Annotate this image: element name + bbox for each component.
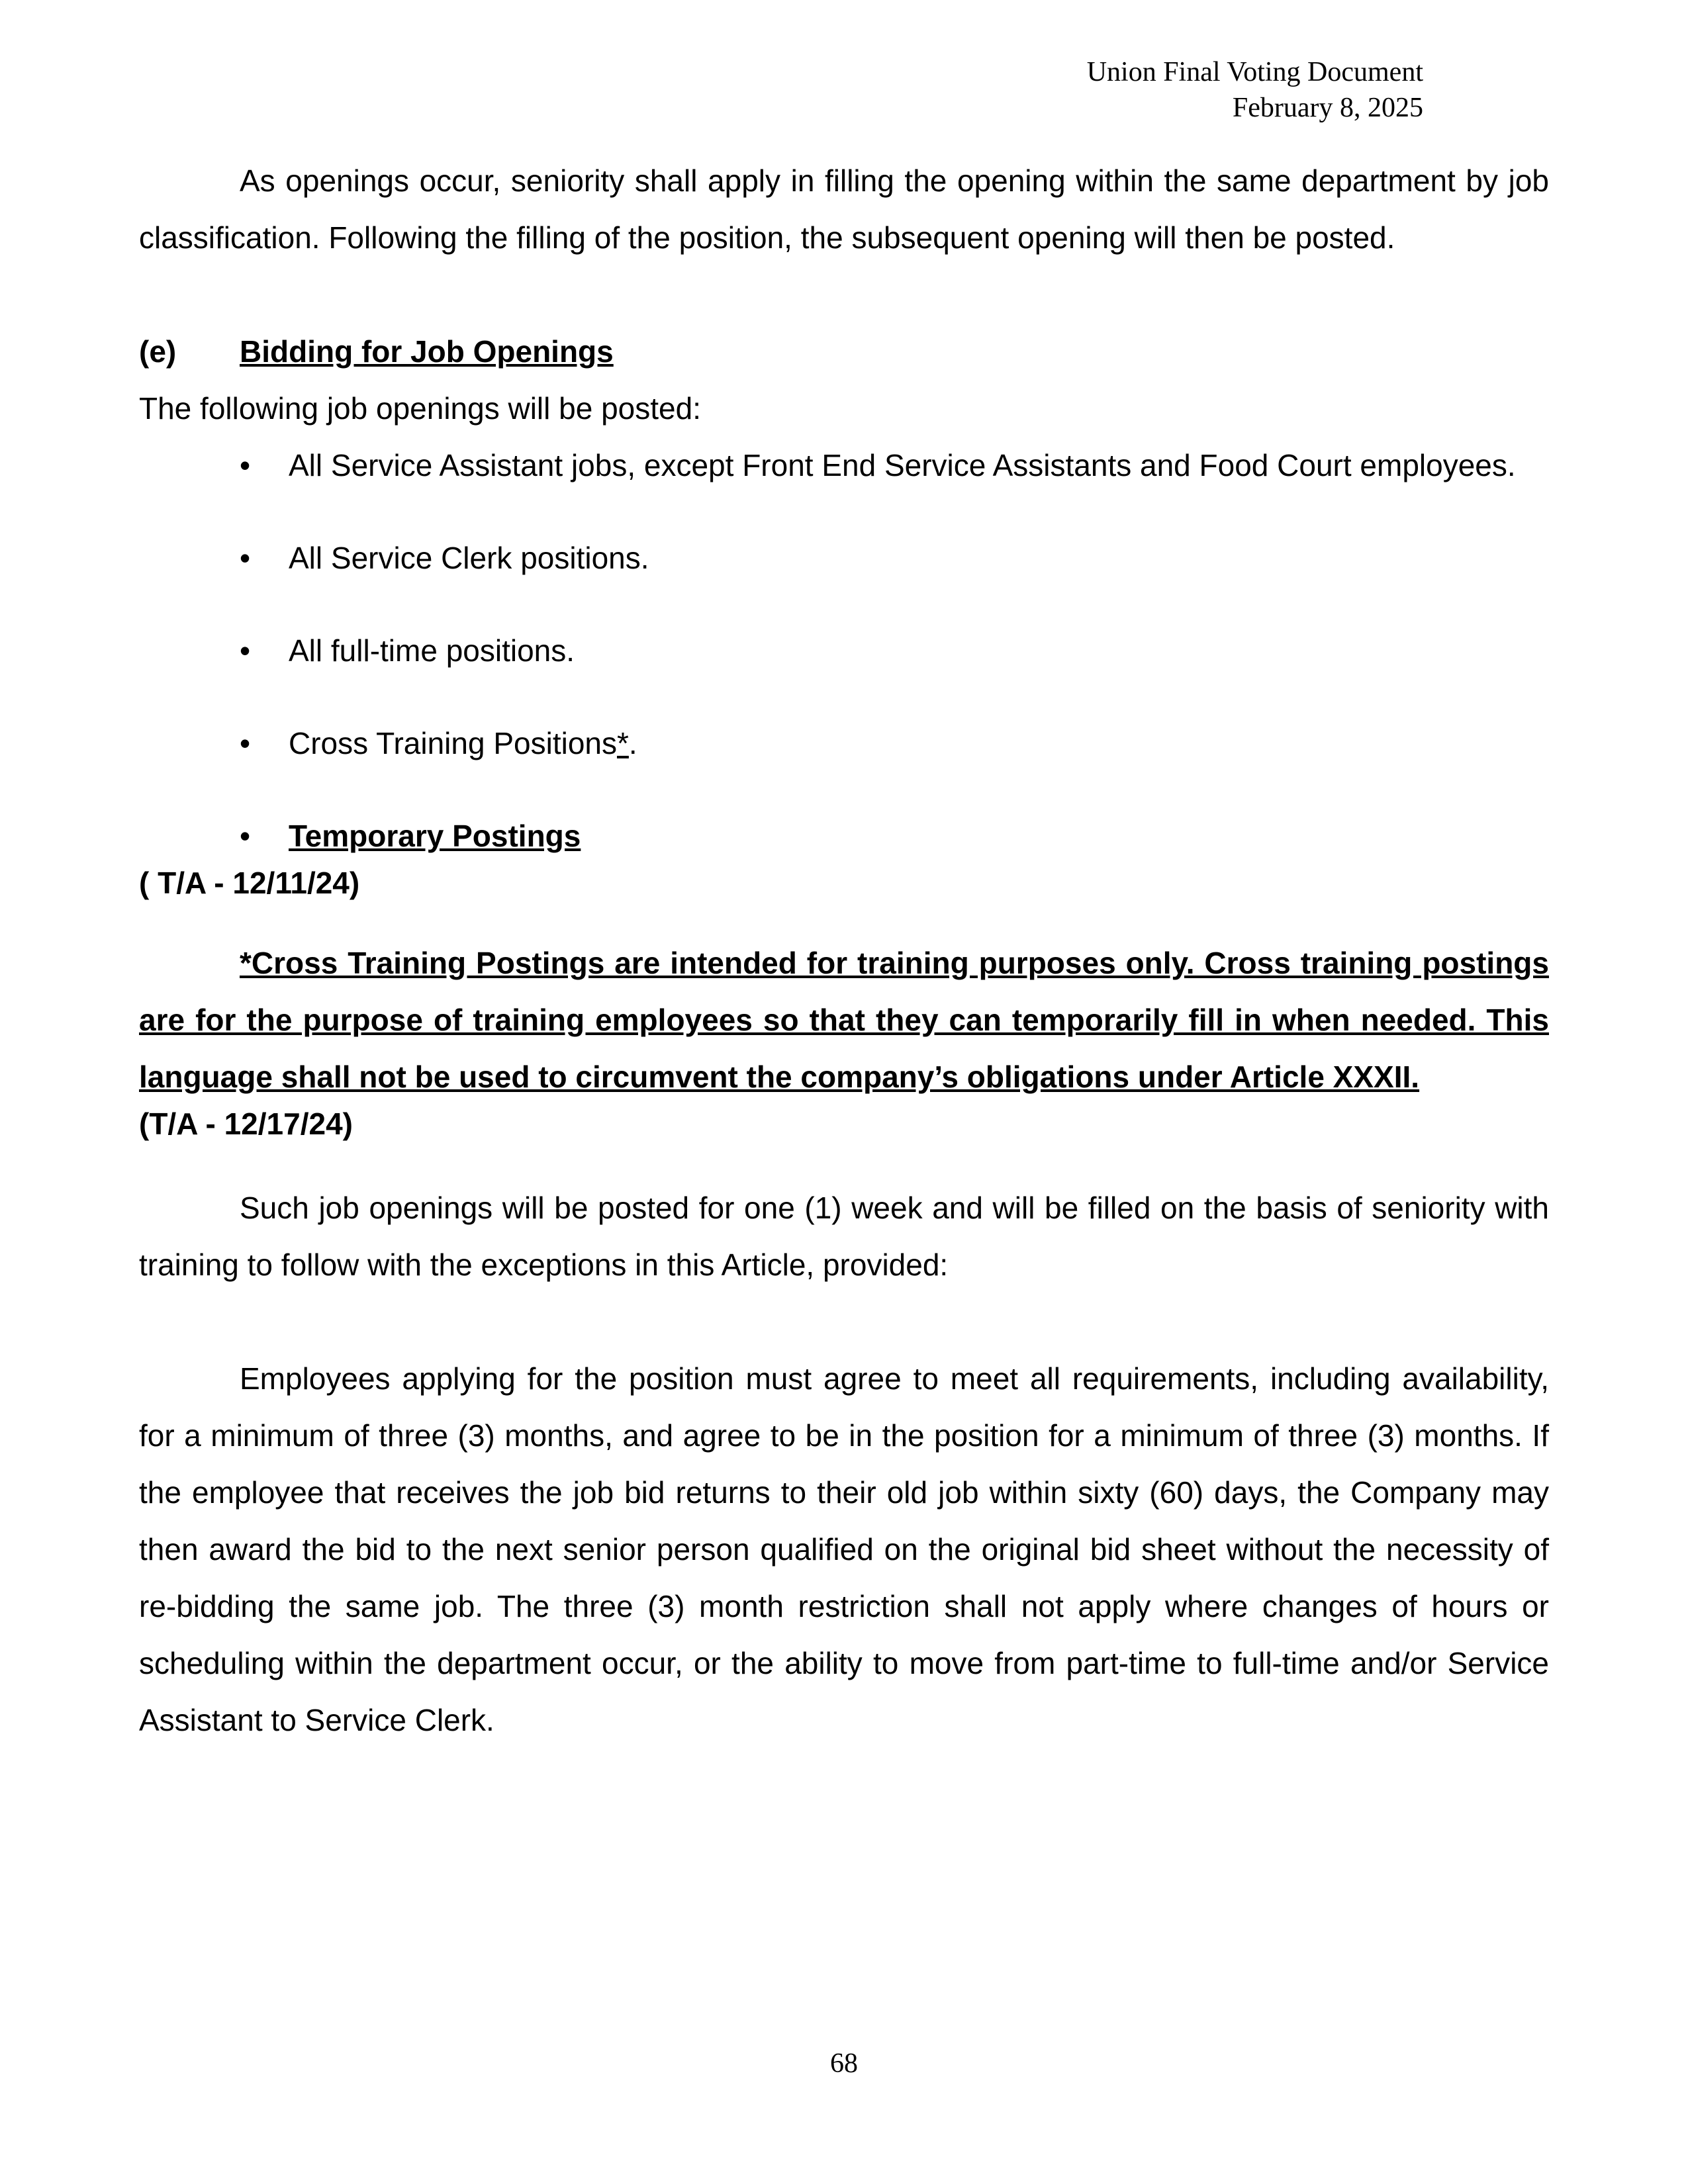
page-number: 68 xyxy=(830,2048,858,2079)
header-title: Union Final Voting Document xyxy=(1086,57,1423,87)
tentative-agreement-note: (T/A - 12/17/24) xyxy=(139,1107,353,1141)
header-date: February 8, 2025 xyxy=(1232,93,1423,123)
list-item-text: Cross Training Positions xyxy=(289,726,617,760)
tentative-agreement-note: ( T/A - 12/11/24) xyxy=(139,866,360,900)
section-number: (e) xyxy=(139,334,177,369)
list-item-temporary-postings xyxy=(240,807,1549,864)
cross-training-note: *Cross Training Postings are intended for training purposes only. Cross training postings are for the purpose of training employees so that they can temporarily fill in when needed. This language shall not be used to circumvent the company’s obligations under Article XXXII. xyxy=(139,946,1549,1094)
section-title: Bidding for Job Openings xyxy=(240,334,614,369)
bullet-icon: • xyxy=(240,726,251,760)
list-item xyxy=(240,622,1549,679)
bullet-icon: • xyxy=(240,633,251,668)
section-heading xyxy=(139,323,1549,380)
list-item-text: All Service Clerk positions. xyxy=(289,541,649,575)
intro-paragraph: As openings occur, seniority shall apply in filling the opening within the same department by job classification. Following the filling of the position, the subsequent opening will then be posted. xyxy=(139,163,1549,255)
list-item xyxy=(240,437,1549,494)
section-lead: The following job openings will be posted: xyxy=(139,391,701,426)
page-body xyxy=(139,152,1549,1749)
posting-paragraph: Such job openings will be posted for one (1) week and will be filled on the basis of seniority with training to follow with the exceptions in this Article, provided: xyxy=(139,1191,1549,1282)
document-header xyxy=(1087,54,1423,126)
list-item xyxy=(240,529,1549,586)
asterisk-marker: * xyxy=(616,726,629,760)
job-openings-list xyxy=(139,437,1549,864)
list-item-text: All Service Assistant jobs, except Front End Service Assistants and Food Court employees. xyxy=(289,448,1516,482)
list-item-suffix: . xyxy=(628,726,637,760)
list-item-text: Temporary Postings xyxy=(289,819,581,853)
list-item-cross-training xyxy=(240,715,1549,772)
requirements-paragraph: Employees applying for the position must agree to meet all requirements, including availability, for a minimum of three (3) months, and agree to be in the position for a minimum of three (3) months. If the employee that receives the job bid returns to their old job within sixty (60) days, the Company may then award the bid to the next senior person qualified on the original bid sheet without the necessity of re-bidding the same job. The three (3) month restriction shall not apply where changes of hours or scheduling within the department occur, or the ability to move from part-time to full-time and/or Service Assistant to Service Clerk. xyxy=(139,1361,1549,1737)
list-item-text: All full-time positions. xyxy=(289,633,575,668)
bullet-icon: • xyxy=(240,819,251,853)
bullet-icon: • xyxy=(240,448,251,482)
bullet-icon: • xyxy=(240,541,251,575)
